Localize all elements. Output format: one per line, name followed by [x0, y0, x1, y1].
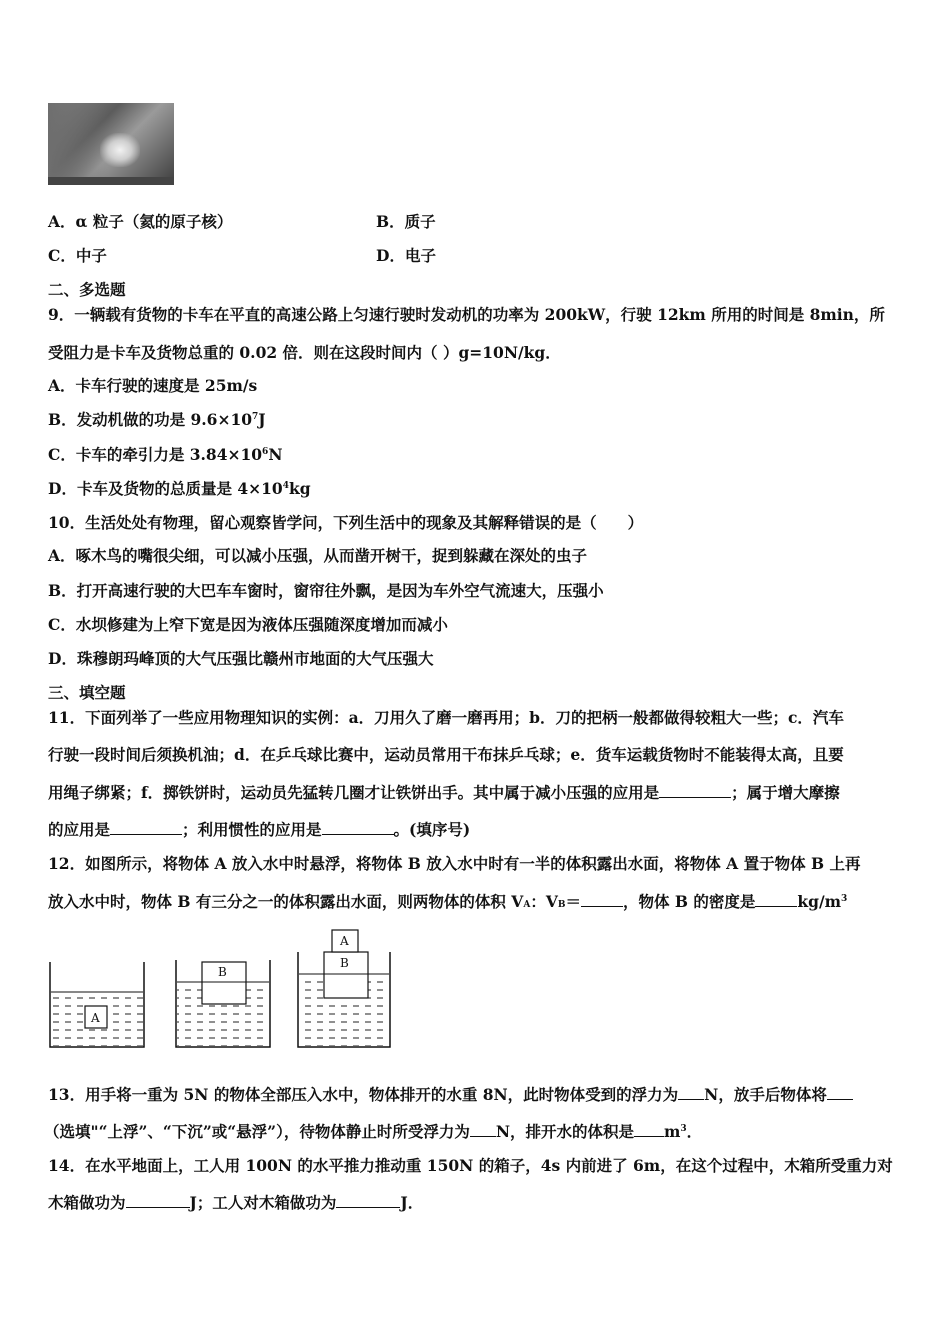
q9-stem-line2: 受阻力是卡车及货物总重的 0.02 倍．则在这段时间内（ ）g=10N/kg．: [48, 343, 561, 362]
q13-line1: 13．用手将一重为 5N 的物体全部压入水中，物体排开的水重 8N，此时物体受到的浮力为 N，放手后物体将: [48, 1085, 853, 1105]
q12-blank-2[interactable]: [755, 892, 797, 907]
q11-line4: 的应用是 ；利用惯性的应用是 。(填序号): [48, 820, 471, 839]
photo-highlight: [100, 133, 140, 167]
q10-option-b: B．打开高速行驶的大巴车车窗时，窗帘往外飘，是因为车外空气流速大，压强小: [48, 581, 604, 600]
section-title-fill-blank: 三、填空题: [48, 683, 126, 702]
q14-line2: 木箱做功为 J；工人对木箱做功为 J．: [48, 1193, 424, 1212]
beaker-2: [176, 960, 270, 1047]
q14-line1: 14．在水平地面上，工人用 100N 的水平推力推动重 150N 的箱子，4s 内前进了 6m，在这个过程中，木箱所受重力对: [48, 1156, 893, 1175]
q12-figure: [40, 922, 400, 1054]
q13-blank-2[interactable]: [827, 1085, 853, 1100]
photo-shadow: [48, 103, 108, 185]
q9-stem-line1: 9．一辆载有货物的卡车在平直的高速公路上匀速行驶时发动机的功率为 200kW，行驶 12km 所用的时间是 8min，所: [48, 305, 885, 324]
q14-blank-1[interactable]: [126, 1193, 190, 1208]
q12-blank-1[interactable]: [581, 892, 623, 907]
q13-blank-1[interactable]: [678, 1085, 704, 1100]
q13-blank-3[interactable]: [470, 1122, 496, 1137]
q9-option-c: C．卡车的牵引力是 $3.84\times 10^6N$: [48, 445, 283, 464]
q8-option-b: B．质子: [376, 212, 436, 231]
q11-blank-2[interactable]: [110, 820, 182, 835]
label-b-3: B: [340, 956, 349, 970]
q10-option-d: D．珠穆朗玛峰顶的大气压强比赣州市地面的大气压强大: [48, 649, 434, 668]
q8-option-c: C．中子: [48, 246, 107, 265]
label-a-1: A: [91, 1011, 100, 1025]
q9-option-b: B．发动机做的功是 $9.6\times 10^7J$: [48, 410, 266, 429]
q11-line2: 行驶一段时间后须换机油；d．在乒乓球比赛中，运动员常用干布抹乒乓球；e．货车运载货物时不能装得太高，且要: [48, 745, 844, 764]
q14-blank-2[interactable]: [336, 1193, 400, 1208]
section-title-multiple-choice: 二、多选题: [48, 280, 126, 299]
beaker-3: [298, 930, 390, 1047]
q9-option-a: A．卡车行驶的速度是 25m/s: [48, 376, 258, 395]
q8-option-a: A．α 粒子（氦的原子核）: [48, 212, 233, 231]
q11-line1: 11．下面列举了一些应用物理知识的实例：a．刀用久了磨一磨再用；b．刀的把柄一般都做得较粗大一些；c．汽车: [48, 708, 844, 727]
q12-line1: 12．如图所示，将物体 A 放入水中时悬浮，将物体 B 放入水中时有一半的体积露出水面，将物体 A 置于物体 B 上再: [48, 854, 861, 873]
label-b-2: B: [218, 965, 227, 979]
label-a-3: A: [340, 934, 349, 948]
q10-option-c: C．水坝修建为上窄下宽是因为液体压强随深度增加而减小: [48, 615, 448, 634]
q10-option-a: A．啄木鸟的嘴很尖细，可以减小压强，从而凿开树干，捉到躲藏在深处的虫子: [48, 546, 588, 565]
q11-line3: 用绳子绑紧；f．掷铁饼时，运动员先猛转几圈才让铁饼出手。其中属于减小压强的应用是 ；属于增大摩擦: [48, 783, 840, 802]
beaker-1: [50, 962, 144, 1047]
alpha-particle-photo: [48, 103, 174, 185]
q8-option-d: D．电子: [376, 246, 436, 265]
photo-base: [48, 177, 174, 185]
q13-line2: （选填"“上浮”、“下沉”或“悬浮”），待物体静止时所受浮力为 N，排开水的体积是 $m^3$．: [44, 1122, 703, 1141]
q10-stem: 10．生活处处有物理，留心观察皆学问，下列生活中的现象及其解释错误的是（ ）: [48, 513, 644, 532]
q11-blank-1[interactable]: [659, 783, 731, 798]
q13-blank-4[interactable]: [634, 1122, 664, 1137]
q11-blank-3[interactable]: [322, 820, 394, 835]
q12-line2: 放入水中时，物体 B 有三分之一的体积露出水面，则两物体的体积 VA：VB＝ ，物体 B 的密度是 $kg/m^3$: [48, 892, 848, 911]
q9-option-d: D．卡车及货物的总质量是 $4\times 10^4kg$: [48, 479, 311, 498]
